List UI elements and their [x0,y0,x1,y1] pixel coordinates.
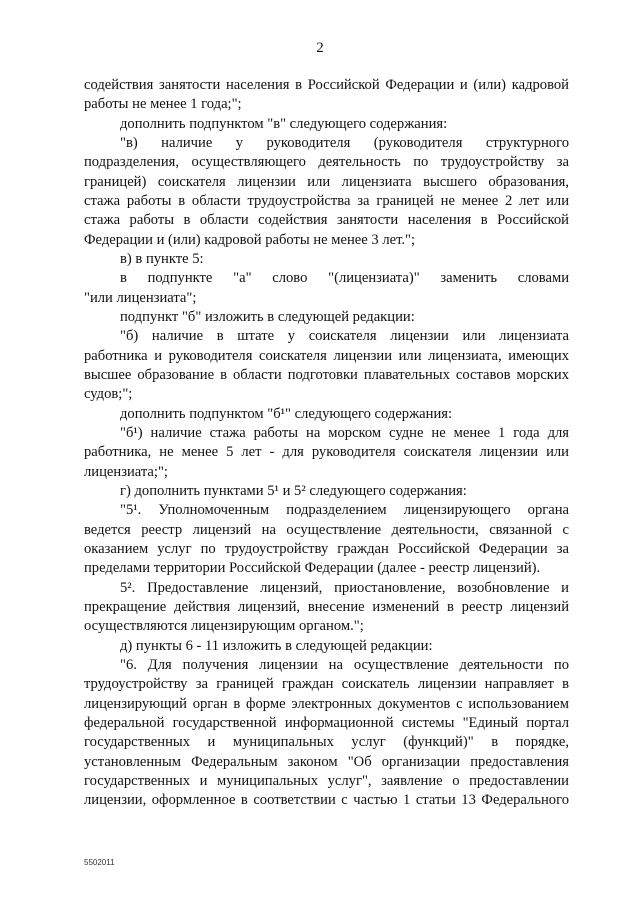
page-number: 2 [316,40,324,56]
text-line: "или лицензиата"; [84,289,197,306]
text-line: государственных и муниципальных услуг", заявление о предоставлении [84,772,569,789]
text-line: Федерации и (или) кадровой работы не менее 3 лет."; [84,231,416,248]
text-line: в подпункте "а" слово "(лицензиата)" заменить словами [120,270,569,287]
text-line: 5². Предоставление лицензий, приостановление, возобновление и [120,579,569,596]
text-line: "б) наличие в штате у соискателя лицензии или лицензиата [120,328,569,345]
text-line: лицензирующий орган в форме электронных документов с использованием [84,695,569,712]
text-line: работника, не менее 5 лет - для руководителя соискателя лицензии или [84,444,569,461]
text-line: пределами территории Российской Федерации (далее - реестр лицензий). [84,560,541,577]
text-line: лицензиата;"; [84,463,168,480]
text-line: высшее образование в области подготовки плавательных составов морских [84,366,569,383]
text-line: государственных и муниципальных услуг (функций)" в порядке, [84,734,569,751]
text-line: ведется реестр лицензий на осуществление деятельности, связанной с [84,521,569,538]
text-line: д) пункты 6 - 11 изложить в следующей редакции: [120,637,433,654]
text-line: работника и руководителя соискателя лицензии или лицензиата, имеющих [84,347,569,364]
text-line: "6. Для получения лицензии на осуществление деятельности по [120,656,569,673]
text-line: подразделения, осуществляющего деятельность по трудоустройству за [84,154,569,171]
text-line: границей) соискателя лицензии или лицензиата высшего образования, [84,173,569,190]
text-line: дополнить подпунктом "в" следующего содержания: [120,115,448,132]
text-line: установленным Федеральным законом "Об организации предоставления [84,753,569,770]
footer-code: 5502011 [84,858,115,867]
text-line: осуществляются лицензирующим органом."; [84,618,364,635]
text-line: подпункт "б" изложить в следующей редакции: [120,308,415,325]
text-line: стажа работы в области трудоустройства за границей не менее 2 лет или [84,192,569,209]
text-line: прекращение действия лицензий, внесение изменений в реестр лицензий [84,598,569,615]
text-line: в) в пункте 5: [120,250,204,267]
text-line: г) дополнить пунктами 5¹ и 5² следующего содержания: [120,482,467,499]
text-line: содействия занятости населения в Российской Федерации и (или) кадровой [84,77,569,93]
text-line: трудоустройству за границей граждан соискатель лицензии направляет в [84,676,569,693]
text-line: работы не менее 1 года;"; [84,96,242,113]
text-line: федеральной государственной информационной системы "Единый портал [84,714,569,731]
text-line: лицензии, оформленное в соответствии с частью 1 статьи 13 Федерального [84,792,569,809]
text-line: "в) наличие у руководителя (руководителя структурного [120,134,569,151]
text-line: дополнить подпунктом "б¹" следующего содержания: [120,405,453,422]
text-line: "б¹) наличие стажа работы на морском судне не менее 1 года для [120,424,569,441]
text-line: оказанием услуг по трудоустройству граждан Российской Федерации за [84,540,569,557]
text-line: "5¹. Уполномоченным подразделением лицензирующего органа [120,502,569,519]
text-line: судов;"; [84,386,133,403]
text-line: стажа работы в области содействия занятости населения в Российской [84,212,569,229]
